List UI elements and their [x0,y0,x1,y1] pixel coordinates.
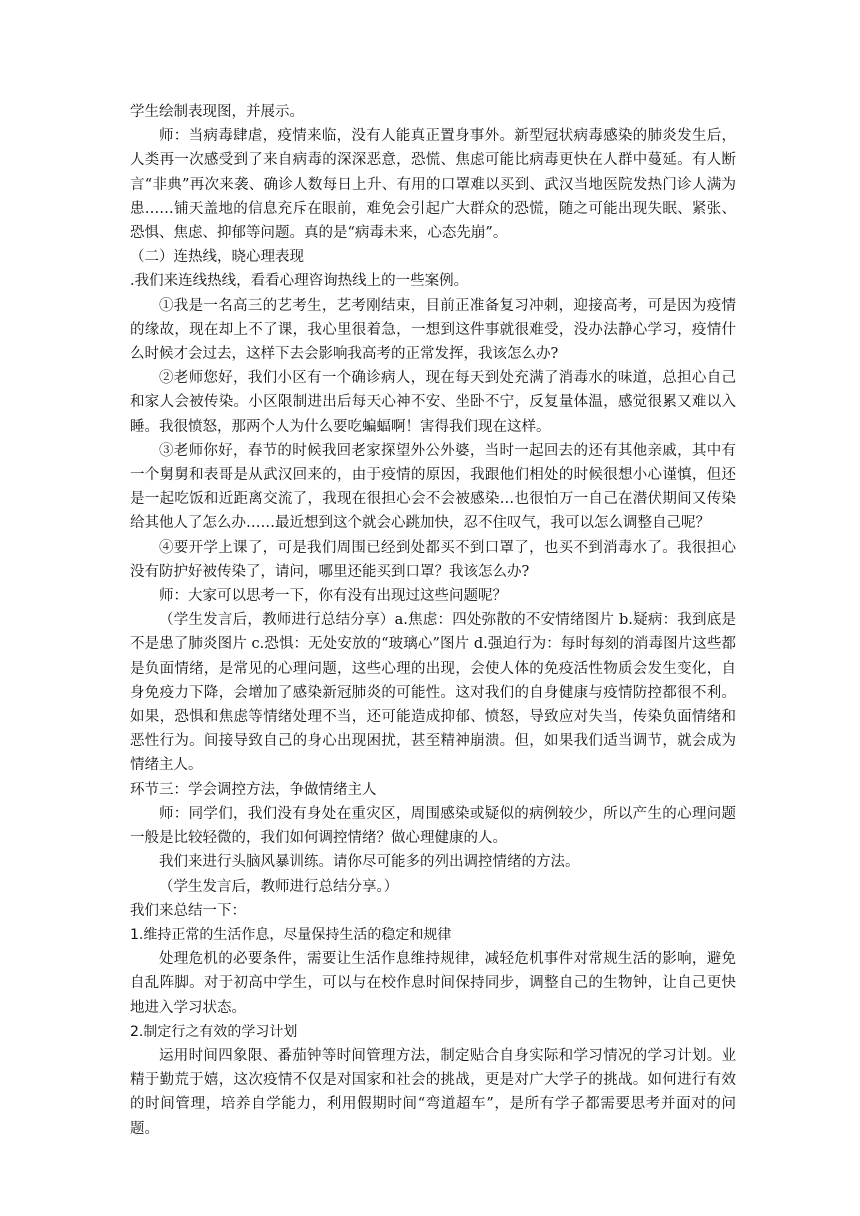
paragraph: 师：同学们，我们没有身处在重灾区，周围感染或疑似的病例较少，所以产生的心理问题一般是比较轻微的，我们如何调控情绪？做心理健康的人。 [130,805,736,847]
paragraph: .我们来连线热线，看看心理咨询热线上的一些案例。 [130,273,469,290]
section-heading: （二）连热线，晓心理表现 [130,249,304,266]
paragraph: 我们来总结一下： [130,902,246,919]
document-body [130,100,736,1141]
paragraph: 学生绘制表现图，并展示。 [130,104,304,120]
paragraph: 我们来进行头脑风暴训练。请你尽可能多的列出调控情绪的方法。 [159,854,580,871]
paragraph: 运用时间四象限、番茄钟等时间管理方法，制定贴合自身实际和学习情况的学习计划。业精于勤荒于嬉，这次疫情不仅是对国家和社会的挑战，更是对广大学子的挑战。如何进行有效的时间管理，培养自学能力，利用假期时间“弯道超车”，是所有学子都需要思考并面对的问题。 [130,1047,736,1137]
case-item: ②老师您好，我们小区有一个确诊病人，现在每天到处充满了消毒水的味道，总担心自己和家人会被传染。小区限制进出后每天心神不安、坐卧不宁，反复量体温，感觉很累又难以入睡。我很愤怒，那两个人为什么要吃蝙蝠啊！害得我们现在这样。 [130,370,736,435]
case-item: ④要开学上课了，可是我们周围已经到处都买不到口罩了，也买不到消毒水了。我很担心没有防护好被传染了，请问，哪里还能买到口罩？我该怎么办? [130,539,736,580]
section-heading: 环节三：学会调控方法，争做情绪主人 [130,781,377,798]
numbered-heading: 1.维持正常的生活作息，尽量保持生活的稳定和规律 [130,926,452,943]
case-item: ③老师你好，春节的时候我回老家探望外公外婆，当时一起回去的还有其他亲戚，其中有一个舅舅和表哥是从武汉回来的，由于疫情的原因，我跟他们相处的时候很想小心谨慎，但还是一起吃饭和近距离交流了，我现在很担心会不会被感染…也很怕万一自己在潜伏期间又传染给其他人了怎么办……最近想到这个就会心跳加快，忍不住叹气，我可以怎么调整自己呢？ [130,442,736,532]
paragraph: 师：当病毒肆虐，疫情来临，没有人能真正置身事外。新型冠状病毒感染的肺炎发生后，人类再一次感受到了来自病毒的深深恶意，恐慌、焦虑可能比病毒更快在人群中蔓延。有人断言“非典”再次来袭、确诊人数每日上升、有用的口罩难以买到、武汉当地医院发热门诊人满为患……铺天盖地的信息充斥在眼前，难免会引起广大群众的恐慌，随之可能出现失眠、紧张、恐惧、焦虑、抑郁等问题。真的是“病毒未来，心态先崩”。 [130,128,736,242]
paragraph: （学生发言后，教师进行总结分享。） [159,878,399,895]
case-item: ①我是一名高三的艺考生，艺考刚结束，目前正准备复习冲刺，迎接高考，可是因为疫情的缘故，现在却上不了课，我心里很着急，一想到这件事就很难受，没办法静心学习，疫情什么时候才会过去，这样下去会影响我高考的正常发挥，我该怎么办? [130,297,736,363]
numbered-heading: 2.制定行之有效的学习计划 [130,1023,298,1040]
paragraph: （学生发言后，教师进行总结分享）a.焦虑：四处弥散的不安情绪图片 b.疑病：我到底是不是患了肺炎图片 c.恐惧：无处安放的“玻璃心”图片 d.强迫行为：每时每刻的消毒图片这些都是负面情绪，是常见的心理问题，这些心理的出现，会使人体的免疫活性物质会发生变化，自身免疫力下降，会增加了感染新冠肺炎的可能性。这对我们的自身健康与疫情防控都很不利。如果，恐惧和焦虑等情绪处理不当，还可能造成抑郁、愤怒，导致应对失当，传染负面情绪和恶性行为。间接导致自己的身心出现困扰，甚至精神崩溃。但，如果我们适当调节，就会成为情绪主人。 [130,612,736,774]
paragraph: 师：大家可以思考一下，你有没有出现过这些问题呢？ [159,588,507,605]
paragraph: 处理危机的必要条件，需要让生活作息维持规律，减轻危机事件对常规生活的影响，避免自乱阵脚。对于初高中学生，可以与在校作息时间保持同步，调整自己的生物钟，让自己更快地进入学习状态。 [130,951,736,1016]
